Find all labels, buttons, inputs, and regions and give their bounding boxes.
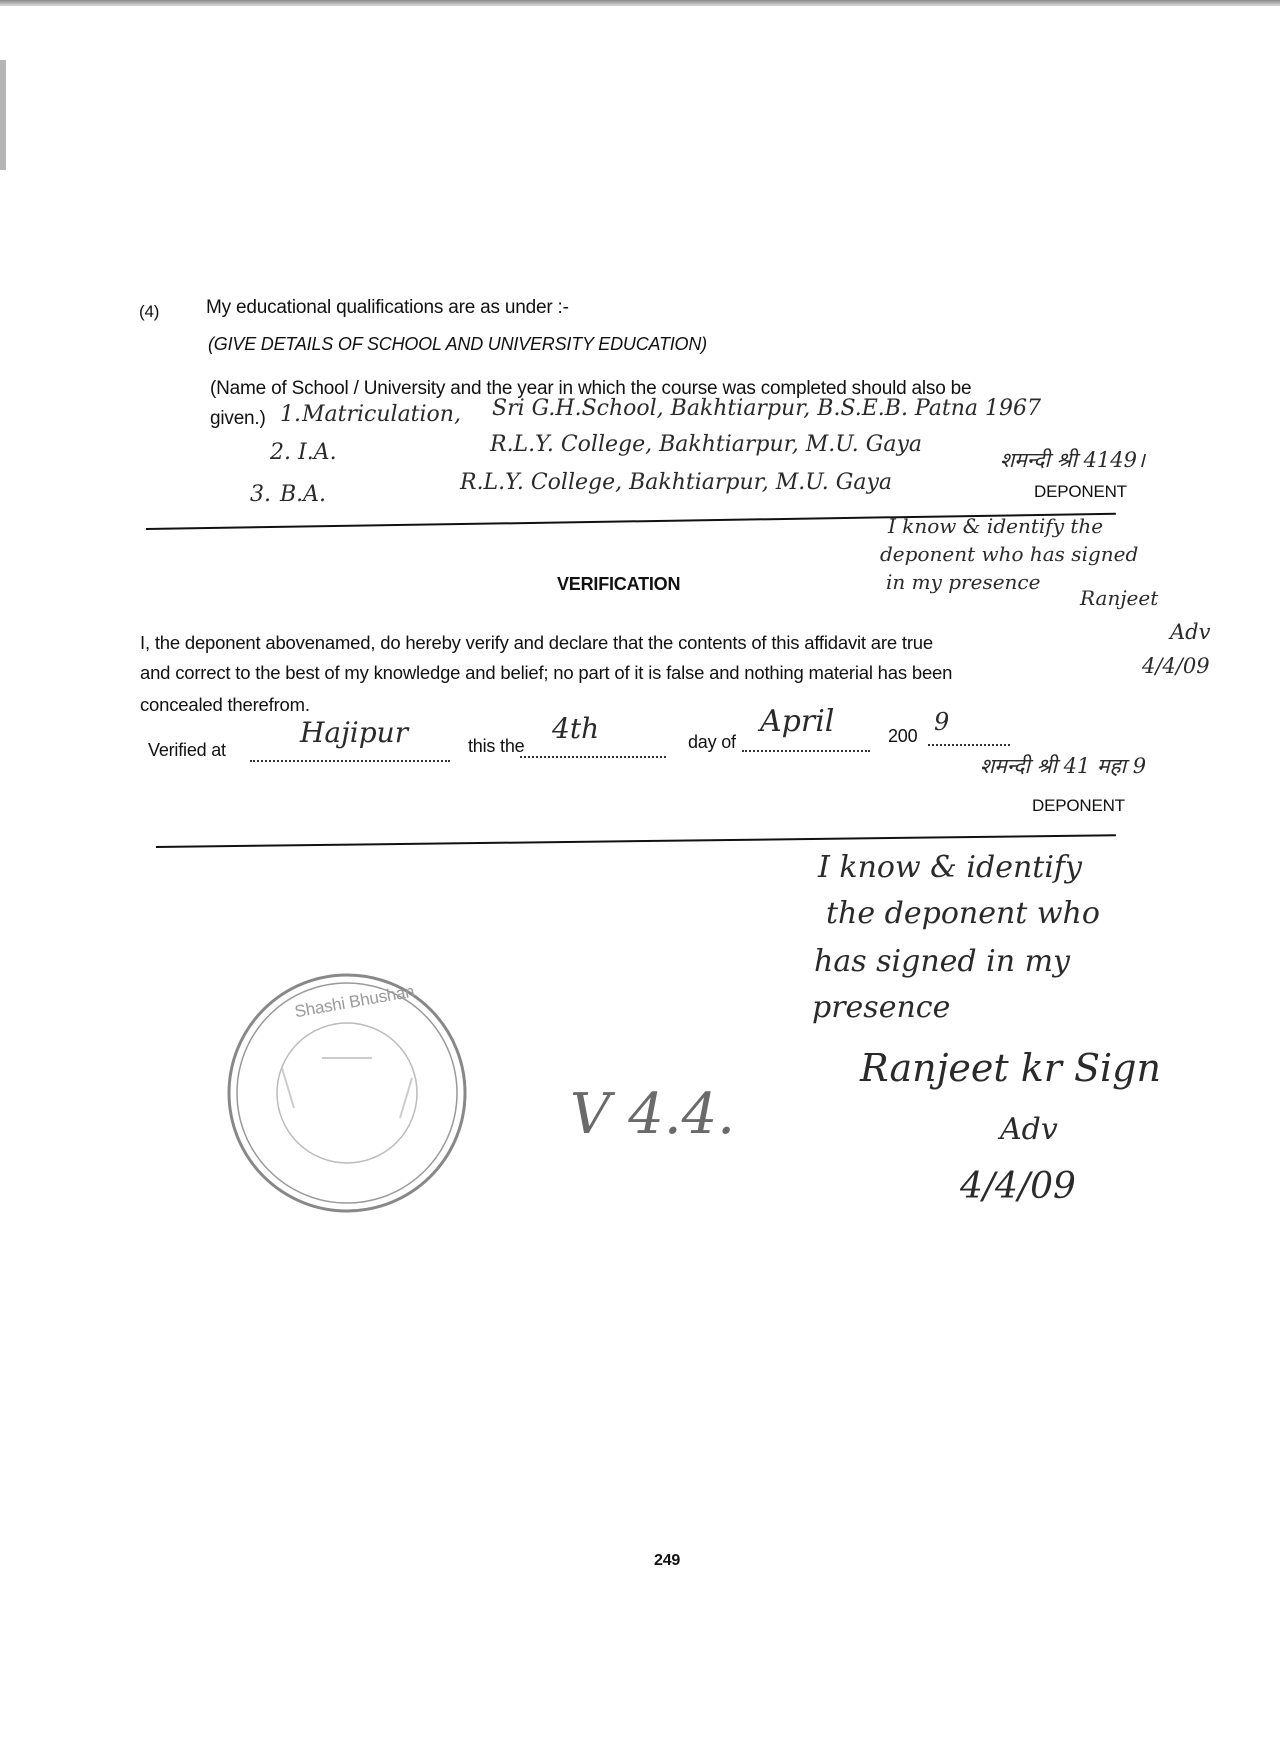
deponent-signature-2: शमन्दी श्री 41 महा 9 <box>980 754 1147 778</box>
advocate-note-top-line-3: in my presence <box>886 570 1041 594</box>
note-line-1: (Name of School / University and the year in which the course was completed should also be <box>210 378 972 399</box>
deponent-signature-1: शमन्दी श्री 4149। <box>1000 448 1145 472</box>
advocate-note-top-line-1: I know & identify the <box>888 514 1104 538</box>
qualification-2-num: 2. <box>270 440 291 465</box>
qualification-2-degree: I.A. <box>298 440 337 465</box>
day-of-label: day of <box>688 732 736 752</box>
advocate-note-bottom-line-6: Adv <box>1000 1112 1058 1147</box>
seal-text: Shashi Bhushan <box>293 981 416 1022</box>
notary-seal <box>222 968 472 1218</box>
qualification-1-num: 1. <box>280 402 301 427</box>
advocate-note-top-line-6: 4/4/09 <box>1142 654 1210 678</box>
advocate-note-bottom-line-7: 4/4/09 <box>960 1166 1076 1207</box>
scan-top-edge <box>0 0 1280 6</box>
qualification-2-institution: R.L.Y. College, Bakhtiarpur, M.U. Gaya <box>490 432 922 457</box>
verification-line-3: concealed therefrom. <box>140 694 310 715</box>
qualification-3-degree: B.A. <box>280 482 327 507</box>
advocate-note-bottom <box>800 850 1240 1230</box>
verified-month: April <box>760 704 835 739</box>
verified-place-dots <box>250 760 450 762</box>
advocate-note-bottom-line-4: presence <box>812 990 951 1025</box>
verification-line-1: I, the deponent abovenamed, do hereby verify and declare that the contents of this affidavit are true <box>140 632 933 653</box>
deponent-label-2: DEPONENT <box>1032 796 1125 815</box>
qualification-3-institution: R.L.Y. College, Bakhtiarpur, M.U. Gaya <box>460 470 892 495</box>
verified-place: Hajipur <box>300 716 409 749</box>
scan-left-edge <box>0 60 6 170</box>
year-prefix: 200 <box>888 726 918 746</box>
qualification-1-institution: Sri G.H.School, Bakhtiarpur, B.S.E.B. Patna 1967 <box>492 396 1041 421</box>
year-suffix: 9 <box>934 708 950 736</box>
verified-month-dots <box>742 750 870 752</box>
item-number: (4) <box>139 302 160 321</box>
qualification-1-degree: Matriculation, <box>302 402 461 427</box>
advocate-note-bottom-line-1: I know & identify <box>818 850 1082 885</box>
verified-day: 4th <box>552 712 600 745</box>
advocate-note-top-line-4: Ranjeet <box>1080 586 1159 610</box>
qualifications-heading: My educational qualifications are as under :- <box>206 297 569 318</box>
advocate-note-bottom-line-5: Ranjeet kr Sign <box>860 1046 1161 1090</box>
divider-2 <box>156 834 1116 848</box>
verified-day-dots <box>520 756 666 758</box>
this-the-label: this the <box>468 736 525 756</box>
instruction-line: (GIVE DETAILS OF SCHOOL AND UNIVERSITY EDUCATION) <box>208 334 707 354</box>
qualification-3-num: 3. <box>250 482 271 507</box>
deponent-label-1: DEPONENT <box>1034 482 1127 501</box>
advocate-note-top-line-2: deponent who has signed <box>880 542 1139 566</box>
verified-at-label: Verified at <box>148 740 226 760</box>
verification-heading: VERIFICATION <box>557 574 681 594</box>
year-dots <box>928 744 1010 746</box>
verification-line-2: and correct to the best of my knowledge and belief; no part of it is false and nothing material has been <box>140 662 953 683</box>
note-line-2: given.) <box>210 408 266 429</box>
page-number: 249 <box>654 1552 681 1569</box>
advocate-note-bottom-line-2: the deponent who <box>826 896 1100 931</box>
advocate-note-top-line-5: Adv <box>1170 620 1211 644</box>
notary-initials: V 4.4. <box>570 1082 736 1147</box>
advocate-note-bottom-line-3: has signed in my <box>814 944 1070 979</box>
